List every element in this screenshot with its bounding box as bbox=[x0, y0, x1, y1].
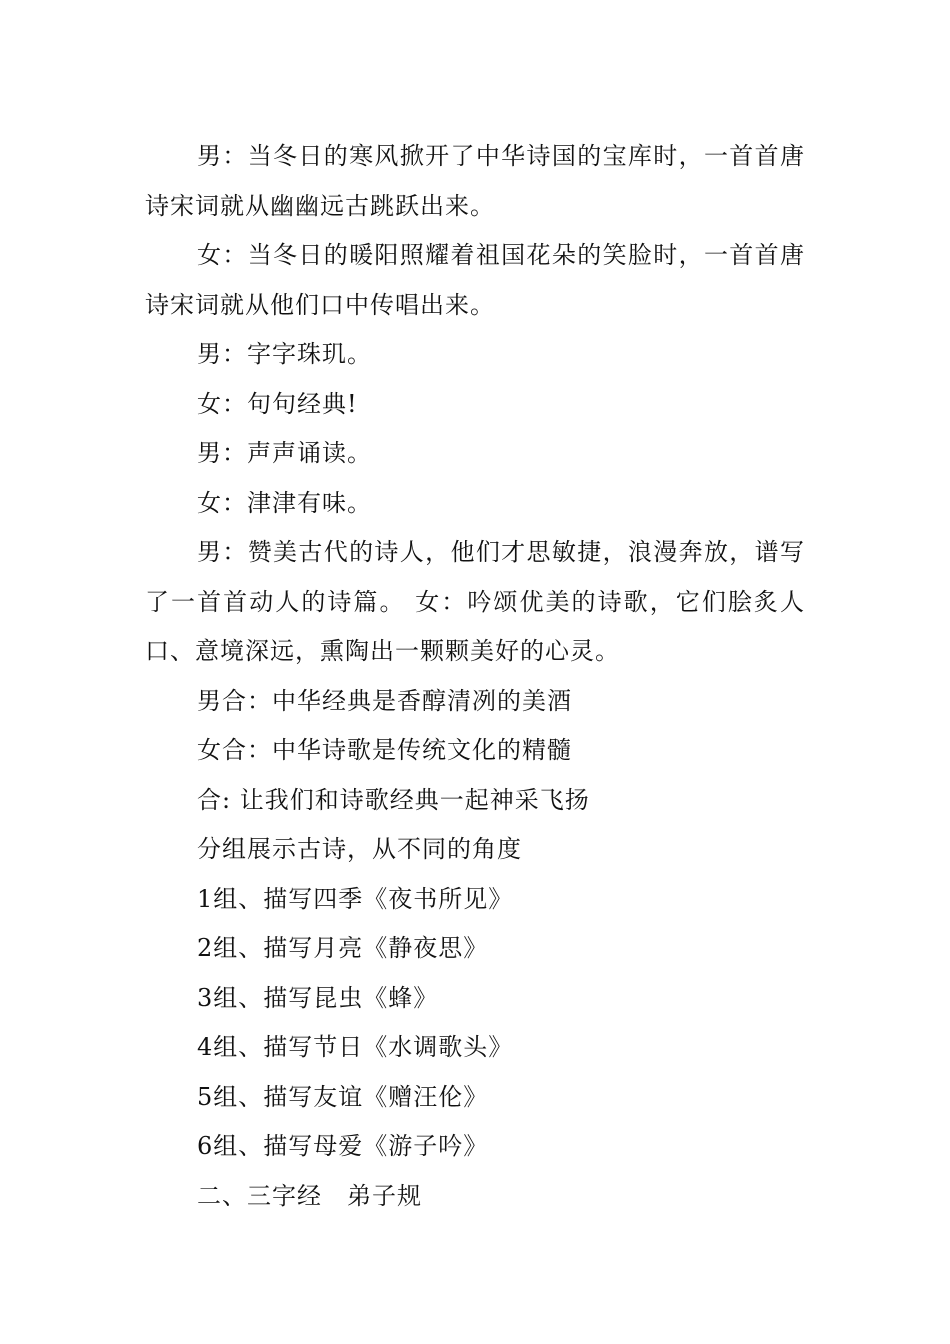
document-page bbox=[145, 132, 805, 1221]
dialogue-paragraph: 男：当冬日的寒风掀开了中华诗国的宝库时，一首首唐诗宋词就从幽幽远古跳跃出来。 bbox=[145, 142, 805, 220]
dialogue-line: 女：津津有味。 bbox=[197, 488, 372, 517]
group-item: 2组、描写月亮《静夜思》 bbox=[197, 934, 489, 962]
group-item: 1组、描写四季《夜书所见》 bbox=[197, 884, 514, 913]
dialogue-line: 女：句句经典! bbox=[197, 389, 358, 418]
dialogue-paragraph: 男：赞美古代的诗人，他们才思敏捷，浪漫奔放，谱写了一首首动人的诗篇。 女：吟颂优美的诗歌，它们脍炙人口、意境深远，熏陶出一颗颗美好的心灵。 bbox=[145, 538, 805, 665]
dialogue-line: 男：声声诵读。 bbox=[197, 439, 372, 467]
group-item: 3组、描写昆虫《蜂》 bbox=[197, 983, 439, 1012]
group-item: 6组、描写母爱《游子吟》 bbox=[197, 1132, 489, 1160]
dialogue-line: 合: 让我们和诗歌经典一起神采飞扬 bbox=[197, 785, 590, 814]
dialogue-paragraph: 女：当冬日的暖阳照耀着祖国花朵的笑脸时，一首首唐诗宋词就从他们口中传唱出来。 bbox=[145, 241, 805, 319]
section-heading: 二、三字经 弟子规 bbox=[197, 1181, 422, 1210]
group-item: 5组、描写友谊《赠汪伦》 bbox=[197, 1082, 489, 1111]
dialogue-line: 女合：中华诗歌是传统文化的精髓 bbox=[197, 736, 572, 764]
section-intro: 分组展示古诗，从不同的角度 bbox=[197, 835, 522, 863]
group-item: 4组、描写节日《水调歌头》 bbox=[197, 1033, 514, 1061]
dialogue-line: 男：字字珠玑。 bbox=[197, 340, 372, 368]
dialogue-line: 男合：中华经典是香醇清冽的美酒 bbox=[197, 686, 572, 715]
